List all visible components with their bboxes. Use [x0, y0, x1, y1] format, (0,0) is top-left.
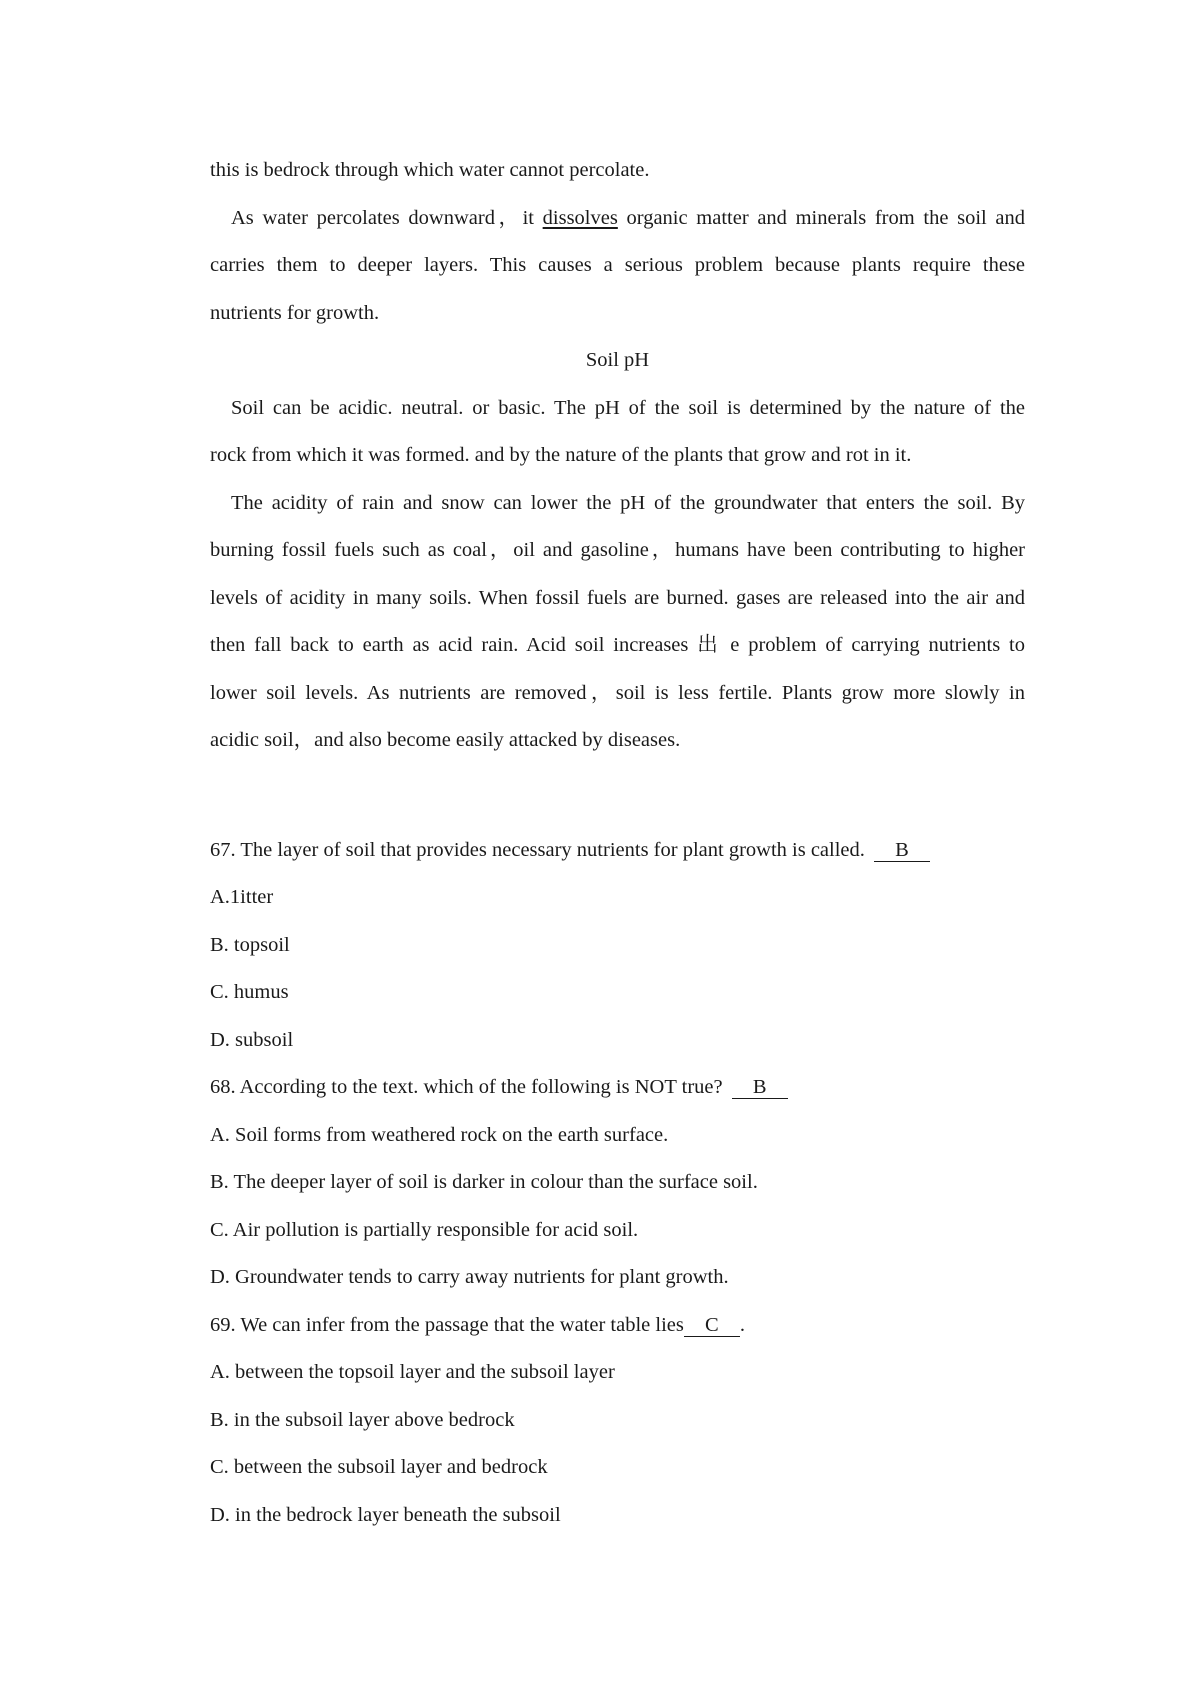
- question-69-option: B. in the subsoil layer above bedrock: [210, 1408, 515, 1431]
- passage-line: nutrients for growth.: [210, 301, 380, 324]
- question-69-option: C. between the subsoil layer and bedrock: [210, 1456, 548, 1478]
- question-68-option: C. Air pollution is partially responsible for acid soil.: [210, 1218, 639, 1241]
- question-67-option: D. subsoil: [210, 1028, 294, 1051]
- answer-blank: B: [732, 1076, 788, 1099]
- answer-blank: B: [874, 839, 930, 862]
- document-page: [210, 150, 1025, 1542]
- passage-paragraph-line: [210, 198, 1025, 246]
- underlined-word: dissolves: [542, 206, 618, 229]
- passage-line: this is bedrock through which water cannot percolate.: [210, 159, 650, 181]
- question-69-option: D. in the bedrock layer beneath the subsoil: [210, 1503, 561, 1526]
- passage-line: burning fossil fuels such as coal，oil and gasoline，humans have been contributing to higher: [210, 539, 1025, 561]
- question-68-option: A. Soil forms from weathered rock on the earth surface.: [210, 1123, 669, 1146]
- section-heading: Soil pH: [585, 349, 650, 371]
- passage-line: The acidity of rain and snow can lower the pH of the groundwater that enters the soil. By: [231, 491, 1025, 514]
- question-68-stem: 68. According to the text. which of the following is NOT true? B: [210, 1067, 1025, 1115]
- passage-line: rock from which it was formed. and by the nature of the plants that grow and rot in it.: [210, 444, 912, 466]
- spacer: [210, 768, 1025, 830]
- passage-line: carries them to deeper layers. This causes a serious problem because plants require these: [210, 254, 1025, 276]
- passage-text: organic matter and minerals from the soil and: [617, 206, 1025, 229]
- question-68-option: B. The deeper layer of soil is darker in colour than the surface soil.: [210, 1171, 758, 1193]
- question-67-option: B. topsoil: [210, 933, 290, 956]
- question-69-stem: 69. We can infer from the passage that the water table lies C .: [210, 1313, 745, 1336]
- passage-line: then fall back to earth as acid rain. Acid soil increases 出 e problem of carrying nutrients to: [210, 634, 1025, 656]
- question-67-stem: 67. The layer of soil that provides necessary nutrients for plant growth is called. B: [210, 830, 1025, 878]
- passage-line: levels of acidity in many soils. When fossil fuels are burned. gases are released into the air and: [210, 586, 1025, 609]
- passage-text: As water percolates downward，it: [231, 206, 543, 229]
- answer-blank: C: [684, 1314, 740, 1337]
- question-68-option: D. Groundwater tends to carry away nutrients for plant growth.: [210, 1266, 729, 1288]
- question-67-option: C. humus: [210, 981, 289, 1003]
- passage-line: lower soil levels. As nutrients are removed，soil is less fertile. Plants grow more slowly in: [210, 681, 1025, 704]
- passage-line: acidic soil，and also become easily attacked by diseases.: [210, 729, 681, 751]
- passage-line: Soil can be acidic. neutral. or basic. The pH of the soil is determined by the nature of the: [231, 396, 1025, 419]
- question-67-option: A.1itter: [210, 886, 274, 908]
- question-69-option: A. between the topsoil layer and the subsoil layer: [210, 1361, 615, 1383]
